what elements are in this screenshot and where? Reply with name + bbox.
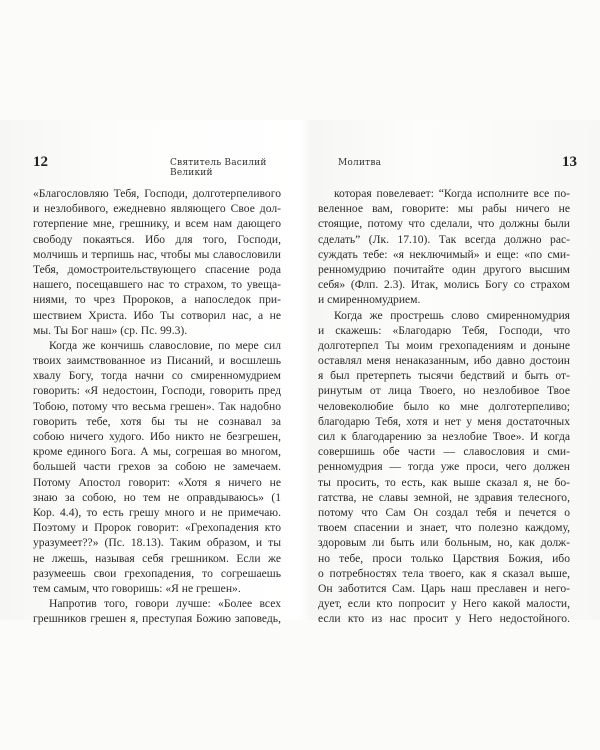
text-line: ренномудрия — тогда уже проси, чего должен bbox=[318, 460, 570, 474]
text-line: благодарю Тебя, хотя и нет у меня достаточных bbox=[318, 414, 570, 428]
text-line: и смиренномудрием. bbox=[318, 293, 421, 307]
text-line: шествием Христа. Ибо Ты сотворил нас, а не bbox=[33, 308, 281, 322]
text-line: я был претерпеть тысячи бедствий и быть от- bbox=[318, 369, 570, 383]
text-line: дует, если кто попросит у Него какой малости, bbox=[318, 597, 570, 611]
text-line: говорить: «Я недостоин, Господи, говорить пред bbox=[33, 384, 281, 398]
text-line: ниями, то чрез Пророков, а напоследок при- bbox=[33, 293, 281, 307]
text-line: молчишь и терпишь нас, чтобы мы славословили bbox=[33, 247, 281, 261]
page-number-left: 12 bbox=[33, 154, 48, 170]
text-line: гатства, не славы земной, не здравия телесного, bbox=[318, 490, 570, 504]
text-line: но тебе, проси только Царствия Божия, ибо bbox=[318, 551, 570, 565]
text-line: тем самым, что говоришь: «Я не грешен». bbox=[33, 581, 241, 595]
text-line: человеколюбие было ко мне долготерпеливо; bbox=[318, 399, 570, 413]
text-line: твоих заимствованное из Писаний, и восшлешь bbox=[33, 354, 281, 368]
text-line: которая повелевает: “Когда исполните все по- bbox=[334, 187, 570, 200]
text-line: Тебя, домостроительствующего спасение рода bbox=[33, 262, 281, 276]
text-line: грешников грешен я, преступая Божию заповедь, bbox=[33, 612, 281, 626]
text-line: веленное вам, говорите: мы рабы ничего не bbox=[318, 202, 570, 216]
text-line: хвалу Богу, тогда начни со смиренномудрием bbox=[33, 369, 281, 383]
right-page-text bbox=[318, 186, 570, 626]
text-line: потому что Сам Он создал тебя и печется о bbox=[318, 505, 570, 519]
text-line: о потребностях тела твоего, как я сказал выше, bbox=[318, 566, 570, 580]
text-line: Напротив того, говори лучше: «Более всех bbox=[49, 597, 281, 611]
page-number-right: 13 bbox=[562, 154, 577, 170]
text-line: Кор. 4.4), то есть грешу много и не примечаю. bbox=[33, 505, 281, 519]
text-line: оставлял меня ненаказанным, ибо давно достоин bbox=[318, 354, 570, 368]
text-line: здоровым ли быть или больным, но, как долж- bbox=[318, 536, 570, 550]
text-line: и незлобивого, ежедневно являющего Свое дол- bbox=[33, 202, 281, 216]
text-line: собою ничего худого. Ибо никто не безгрешен, bbox=[33, 430, 281, 443]
text-line: говорить тебе, хотя бы ты не сознавал за bbox=[33, 414, 281, 428]
text-line: Поэтому и Пророк говорит: «Грехопадения кто bbox=[33, 521, 281, 535]
text-line: нашего, посещавшего нас то страхом, то увеща- bbox=[33, 278, 281, 292]
text-line: кроме единого Бога. А мы, согрешая во многом, bbox=[33, 445, 281, 459]
text-line: ренномудрию почитайте один другого высшим bbox=[318, 262, 570, 276]
text-line: суждать тебе: «я неключимый» и еще: «по сми- bbox=[318, 247, 570, 261]
running-head-left: Святитель Василий Великий bbox=[170, 158, 267, 178]
text-line: сделать” (Лк. 17.10). Так всегда должно рас- bbox=[318, 232, 570, 246]
running-head-right: Молитва bbox=[338, 158, 382, 168]
text-line: если кто из нас просит у Него недостойного. bbox=[318, 612, 570, 626]
text-line: знаю за собою, но тем не оправдываюсь» (1 bbox=[33, 490, 281, 504]
text-line: Когда же прострешь слово смиренномудрия bbox=[334, 308, 570, 322]
text-line: стоящие, потому что сделали, что должны были bbox=[318, 217, 570, 231]
text-line: себя» (Флп. 2.3). Итак, молись Богу со страхом bbox=[318, 278, 570, 292]
text-line: ты просить, то есть, как выше сказал я, не бо- bbox=[318, 475, 570, 489]
text-line: Когда же кончишь славословие, по мере сил bbox=[49, 338, 281, 352]
text-line: долготерпел Ты моим грехопадениям и доныне bbox=[318, 338, 570, 352]
text-line: Он заботится Сам. Царь наш преславен и него- bbox=[318, 581, 570, 595]
text-line: уразумеет??» (Пс. 18.13). Таким образом, и ты bbox=[33, 536, 281, 550]
text-line: «Благословляю Тебя, Господи, долготерпеливого bbox=[33, 187, 281, 200]
text-line: твоем спасении и знает, что полезно каждому, bbox=[318, 521, 570, 535]
text-line: Тобою, потому что весьма грешен». Так надобно bbox=[33, 399, 281, 413]
text-line: и скажешь: «Благодарю Тебя, Господи, что bbox=[318, 323, 570, 337]
text-line: совершишь обе части — славословия и сми- bbox=[318, 445, 570, 459]
text-line: мы. Ты Бог наш» (ср. Пс. 99.3). bbox=[33, 323, 188, 337]
left-page-text bbox=[33, 186, 281, 626]
text-line: свободу покаяться. Ибо для того, Господи, bbox=[33, 232, 281, 246]
text-line: ринутым от лица Твоего, но незлобивое Твое bbox=[318, 384, 570, 398]
text-line: сил к благодарению за незлобие Твое». И когда bbox=[318, 430, 570, 443]
text-line: не лжешь, называя себя грешником. Если же bbox=[33, 551, 281, 565]
right-page bbox=[300, 0, 600, 750]
text-line: большей части грехов за собою не замечаем. bbox=[33, 460, 281, 474]
text-line: разумеешь свои грехопадения, то согрешаешь bbox=[33, 566, 281, 580]
text-line: готерпение мне, грешнику, и всем нам дающего bbox=[33, 217, 281, 231]
text-line: Потому Апостол говорит: «Хотя я ничего не bbox=[33, 475, 281, 489]
